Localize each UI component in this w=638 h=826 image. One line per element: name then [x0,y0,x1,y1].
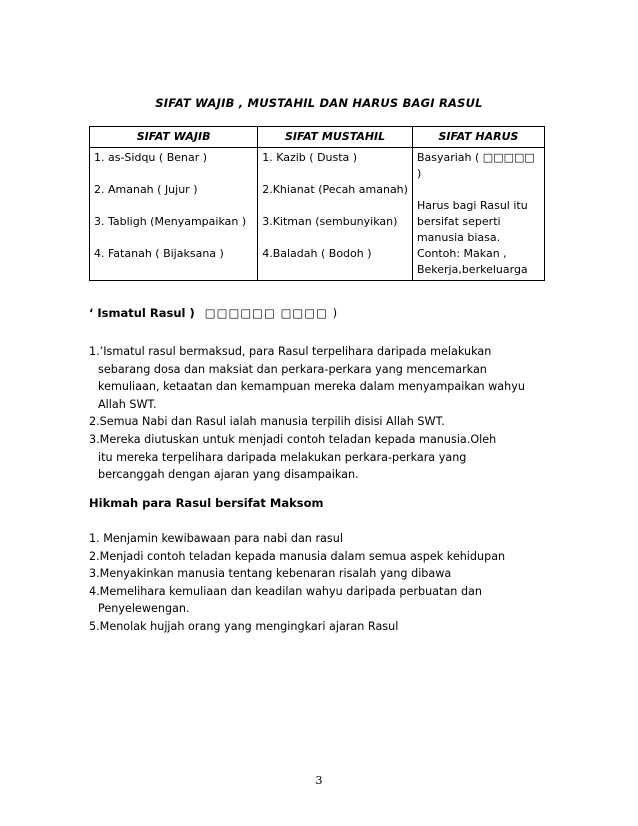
list-item [89,565,559,583]
harus-line: manusia biasa. [416,231,501,244]
list-item [89,530,559,548]
harus-line: Contoh: Makan , [416,247,507,260]
mustahil-cell [258,148,413,281]
page-title: SIFAT WAJIB , MUSTAHIL DAN HARUS BAGI RASUL [155,96,483,110]
wajib-item: 3. Tabligh (Menyampaikan ) [94,215,247,228]
line: 3.Menyakinkan manusia tentang kebenaran risalah yang dibawa [89,567,452,581]
line: Penyelewengan. [98,602,190,616]
list-item [89,431,559,484]
harus-line: Bekerja,berkeluarga [416,263,528,276]
spacer [94,166,253,182]
list-item [89,583,559,618]
header-sifat-mustahil: SIFAT MUSTAHIL [258,127,413,148]
mustahil-item: 3.Kitman (sembunyikan) [262,215,398,228]
wajib-item: 1. as-Sidqu ( Benar ) [94,151,208,164]
harus-line: Harus bagi Rasul itu [416,199,528,212]
hikmah-heading: Hikmah para Rasul bersifat Maksom [89,496,324,510]
wajib-item: 2. Amanah ( Jujur ) [94,183,198,196]
spacer [262,230,408,246]
ismatul-heading-text: ‘ Ismatul Rasul ) [89,306,195,320]
line: 2.Semua Nabi dan Rasul ialah manusia terpilih disisi Allah SWT. [89,415,445,429]
header-sifat-wajib: SIFAT WAJIB [90,127,258,148]
line: 1.’Ismatul rasul bermaksud, para Rasul terpelihara daripada melakukan [89,345,492,358]
harus-cell [412,148,544,281]
line: 1. Menjamin kewibawaan para nabi dan rasul [89,532,343,545]
spacer [94,198,253,214]
line: sebarang dosa dan maksiat dan perkara-perkara yang mencemarkan [98,362,487,376]
list-item [89,413,559,431]
line: 5.Menolak hujjah orang yang mengingkari ajaran Rasul [89,619,399,633]
ismatul-heading [89,306,338,320]
table-row [90,148,545,281]
line: bercanggah dengan ajaran yang disampaikan. [98,468,359,482]
sifat-table [89,126,545,281]
list-item [89,343,559,413]
line: Allah SWT. [98,397,157,411]
harus-line: bersifat seperti [416,215,501,228]
list-item [89,618,559,636]
arabic-placeholder-glyphs: □□□□□□ □□□□ ) [204,306,339,320]
mustahil-item: 4.Baladah ( Bodoh ) [262,247,372,260]
spacer [417,182,540,198]
spacer [94,230,253,246]
line: 3.Mereka diutuskan untuk menjadi contoh teladan kepada manusia.Oleh [89,432,497,446]
hikmah-points [89,530,559,636]
spacer [262,198,408,214]
wajib-cell [90,148,258,281]
harus-line: ) [416,167,422,180]
line: 4.Memelihara kemuliaan dan keadilan wahyu daripada perbuatan dan [89,584,482,598]
ismatul-points [89,343,559,484]
header-sifat-harus: SIFAT HARUS [412,127,544,148]
spacer [262,166,408,182]
line: 2.Menjadi contoh teladan kepada manusia dalam semua aspek kehidupan [89,549,506,563]
line: kemuliaan, ketaatan dan kemampuan mereka dalam menyampaikan wahyu [98,380,525,394]
mustahil-item: 1. Kazib ( Dusta ) [262,151,358,164]
harus-line: Basyariah ( □□□□□ [416,151,535,164]
page-number: 3 [315,774,323,787]
mustahil-item: 2.Khianat (Pecah amanah) [262,183,408,196]
wajib-item: 4. Fatanah ( Bijaksana ) [94,247,224,260]
list-item [89,548,559,566]
line: itu mereka terpelihara daripada melakukan perkara-perkara yang [98,450,467,464]
table-header-row [90,127,545,148]
